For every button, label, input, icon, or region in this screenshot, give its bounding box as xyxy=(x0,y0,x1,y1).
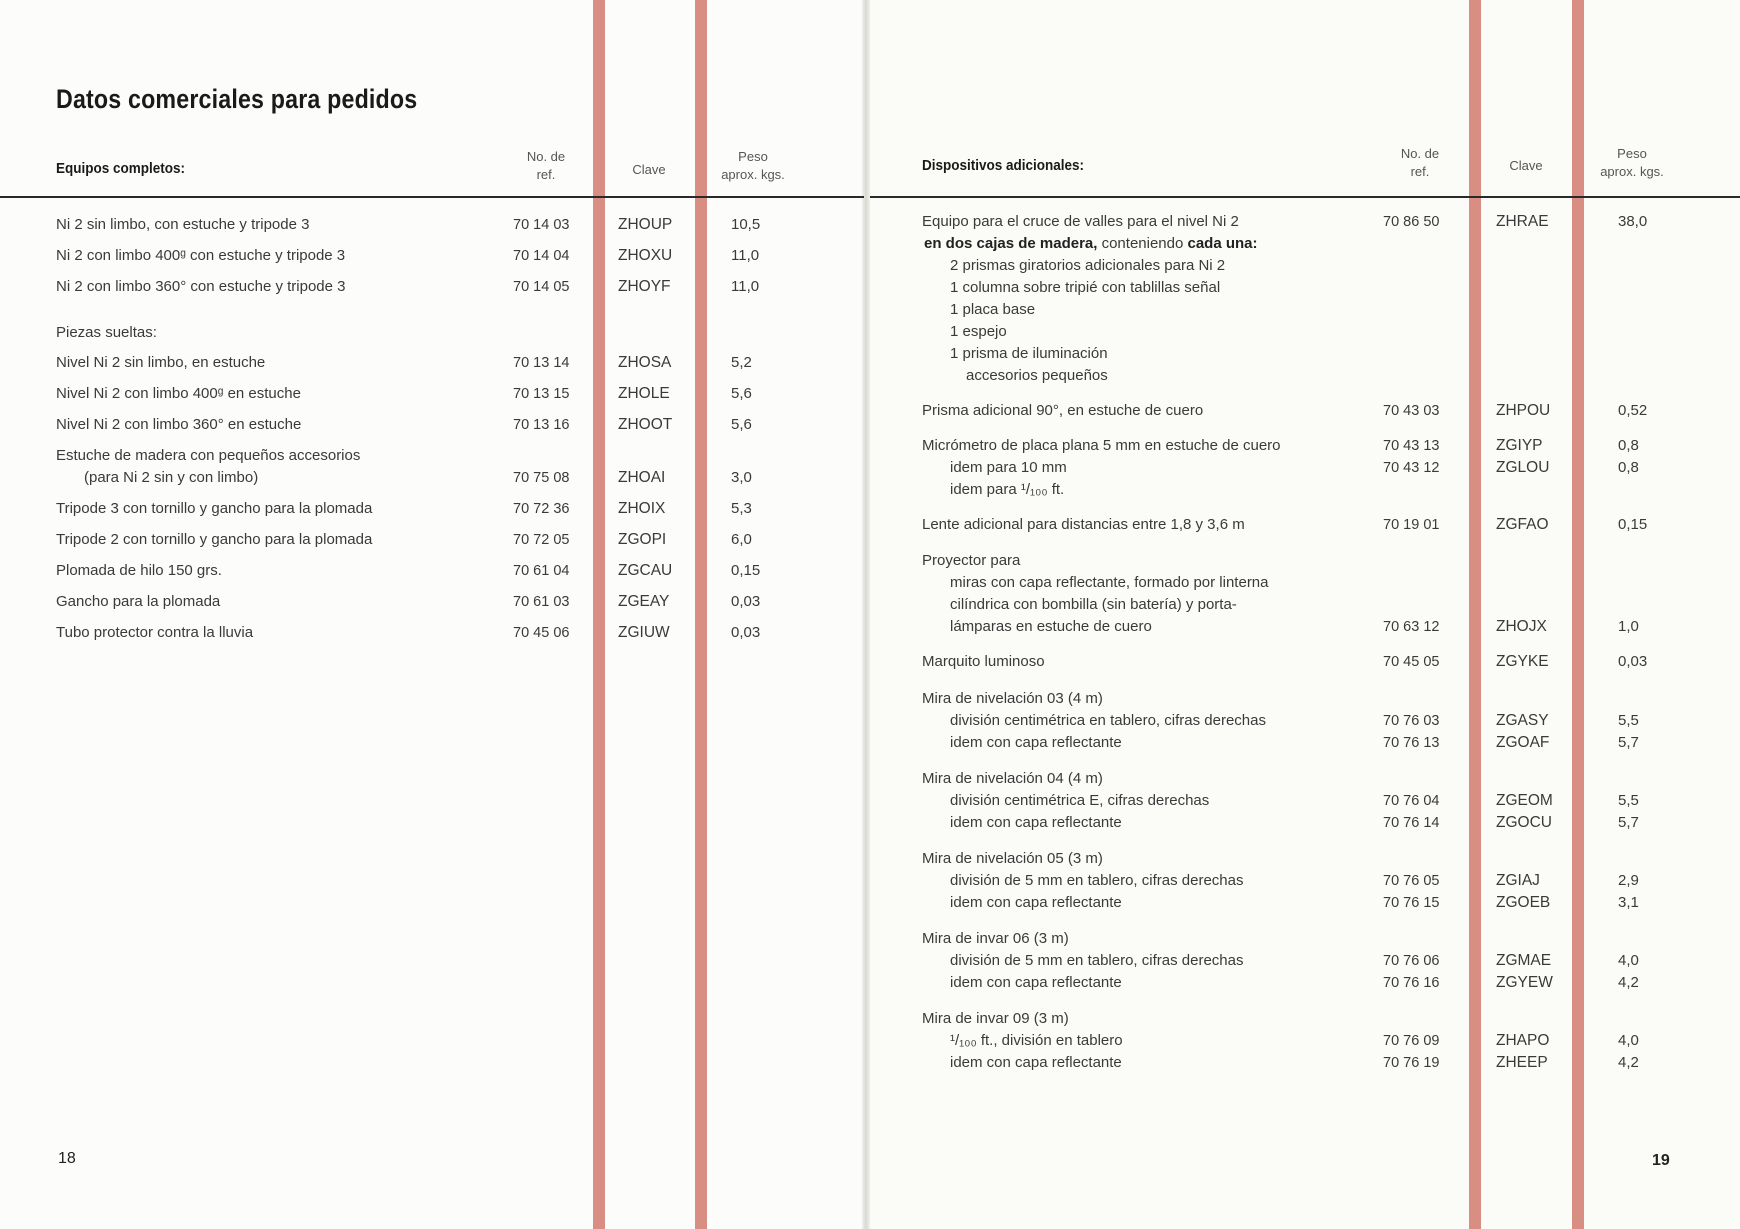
item-description: Estuche de madera con pequeños accesorios xyxy=(56,447,361,464)
item-code: ZHRAE xyxy=(1496,213,1549,230)
item-description: 1 columna sobre tripié con tablillas señal xyxy=(950,279,1221,296)
item-description: cilíndrica con bombilla (sin batería) y porta- xyxy=(950,596,1237,613)
item-code: ZHOXU xyxy=(618,247,673,264)
item-description: división centimétrica E, cifras derechas xyxy=(950,792,1210,809)
item-code: ZGMAE xyxy=(1496,952,1552,969)
page-number-left: 18 xyxy=(58,1150,76,1167)
ref-header-line1: No. de xyxy=(526,149,566,164)
item-weight: 38,0 xyxy=(1618,213,1648,230)
item-weight: 5,7 xyxy=(1618,734,1639,751)
item-description: idem con capa reflectante xyxy=(950,734,1122,751)
item-code: ZHOIX xyxy=(618,500,666,517)
item-description: idem con capa reflectante xyxy=(950,814,1122,831)
item-reference-number: 70 72 36 xyxy=(513,501,570,517)
item-reference-number: 70 86 50 xyxy=(1383,214,1440,230)
item-weight: 3,1 xyxy=(1618,894,1639,911)
item-weight: 0,03 xyxy=(1618,653,1648,670)
item-code: ZHOUP xyxy=(618,216,673,233)
item-weight: 5,3 xyxy=(731,500,752,517)
item-code: ZGFAO xyxy=(1496,516,1549,533)
item-description: Proyector para xyxy=(922,552,1021,569)
item-code: ZHOJX xyxy=(1496,618,1547,635)
ref-header-line2: ref. xyxy=(536,167,556,182)
item-weight: 11,0 xyxy=(731,278,760,295)
item-weight: 0,52 xyxy=(1618,402,1648,419)
item-reference-number: 70 76 16 xyxy=(1383,975,1440,991)
ref-header-line2-right: ref. xyxy=(1410,164,1430,179)
item-description: Gancho para la plomada xyxy=(56,593,221,610)
item-code: ZGIYP xyxy=(1496,437,1543,454)
item-description: Ni 2 con limbo 360° con estuche y tripode 3 xyxy=(56,278,346,295)
item-description: lámparas en estuche de cuero xyxy=(950,618,1152,635)
description-bold: en dos cajas de madera, xyxy=(924,235,1098,252)
peso-header-line1-right: Peso xyxy=(1617,146,1647,161)
item-weight: 11,0 xyxy=(731,247,760,264)
item-weight: 4,0 xyxy=(1618,952,1639,969)
item-description: (para Ni 2 sin y con limbo) xyxy=(84,469,259,486)
column-header-peso xyxy=(708,148,798,184)
item-description: división centimétrica en tablero, cifras derechas xyxy=(950,712,1266,729)
item-description: Tubo protector contra la lluvia xyxy=(56,624,254,641)
item-code: ZHEEP xyxy=(1496,1054,1548,1071)
item-code: ZHOAI xyxy=(618,469,666,486)
item-description: 1 placa base xyxy=(950,301,1036,318)
book-gutter xyxy=(862,0,870,1229)
item-code: ZGEAY xyxy=(618,593,670,610)
item-description: Mira de invar 09 (3 m) xyxy=(922,1010,1069,1027)
item-weight: 3,0 xyxy=(731,469,752,486)
item-weight: 0,8 xyxy=(1618,459,1639,476)
item-weight: 4,0 xyxy=(1618,1032,1639,1049)
item-description: miras con capa reflectante, formado por linterna xyxy=(950,574,1269,591)
item-weight: 2,9 xyxy=(1618,872,1639,889)
item-description: Nivel Ni 2 con limbo 400ᵍ en estuche xyxy=(56,385,301,402)
section-heading-dispositivos: Dispositivos adicionales: xyxy=(922,157,1085,174)
column-header-clave-right: Clave xyxy=(1509,158,1543,173)
item-reference-number: 70 13 15 xyxy=(513,386,570,402)
item-reference-number: 70 63 12 xyxy=(1383,619,1440,635)
item-weight: 6,0 xyxy=(731,531,752,548)
item-code: ZHOSA xyxy=(618,354,672,371)
item-weight: 0,8 xyxy=(1618,437,1639,454)
item-description: Prisma adicional 90°, en estuche de cuero xyxy=(922,402,1204,419)
item-reference-number: 70 75 08 xyxy=(513,470,570,486)
item-reference-number: 70 76 15 xyxy=(1383,895,1440,911)
left-stripe-peso xyxy=(695,0,707,1229)
item-description: Nivel Ni 2 sin limbo, en estuche xyxy=(56,354,266,371)
item-weight: 0,15 xyxy=(1618,516,1648,533)
item-description: Mira de nivelación 03 (4 m) xyxy=(922,690,1103,707)
item-weight: 4,2 xyxy=(1618,974,1639,991)
item-code: ZHOYF xyxy=(618,278,671,295)
item-code: ZHPOU xyxy=(1496,402,1551,419)
item-code: ZHAPO xyxy=(1496,1032,1550,1049)
item-description: Piezas sueltas: xyxy=(56,324,157,341)
item-weight: 5,6 xyxy=(731,416,752,433)
item-code: ZGYKE xyxy=(1496,653,1549,670)
item-description: accesorios pequeños xyxy=(966,367,1108,384)
item-reference-number: 70 61 03 xyxy=(513,594,570,610)
left-stripe-clave xyxy=(593,0,605,1229)
item-description: idem con capa reflectante xyxy=(950,894,1122,911)
item-reference-number: 70 13 16 xyxy=(513,417,570,433)
item-reference-number: 70 43 13 xyxy=(1383,438,1440,454)
item-code: ZHOLE xyxy=(618,385,670,402)
item-reference-number: 70 72 05 xyxy=(513,532,570,548)
item-weight: 0,15 xyxy=(731,562,761,579)
item-reference-number: 70 76 14 xyxy=(1383,815,1440,831)
item-description: Nivel Ni 2 con limbo 360° en estuche xyxy=(56,416,302,433)
item-description: Micrómetro de placa plana 5 mm en estuche de cuero xyxy=(922,437,1281,454)
column-header-clave: Clave xyxy=(632,162,666,177)
item-reference-number: 70 76 05 xyxy=(1383,873,1440,889)
page-title: Datos comerciales para pedidos xyxy=(56,84,418,114)
item-description: Mira de nivelación 05 (3 m) xyxy=(922,850,1103,867)
item-description: idem para ¹/₁₀₀ ft. xyxy=(950,481,1065,498)
item-reference-number: 70 76 04 xyxy=(1383,793,1440,809)
column-header-ref xyxy=(500,148,592,184)
item-code: ZGASY xyxy=(1496,712,1549,729)
item-reference-number: 70 76 06 xyxy=(1383,953,1440,969)
item-description: Mira de invar 06 (3 m) xyxy=(922,930,1069,947)
item-weight: 0,03 xyxy=(731,593,761,610)
left-page xyxy=(0,0,866,1229)
item-reference-number: 70 13 14 xyxy=(513,355,570,371)
item-code: ZGOCU xyxy=(1496,814,1552,831)
item-code: ZGYEW xyxy=(1496,974,1553,991)
item-description: Ni 2 con limbo 400ᵍ con estuche y tripode 3 xyxy=(56,247,346,264)
peso-header-line2-right: aprox. kgs. xyxy=(1600,164,1664,179)
item-description: Plomada de hilo 150 grs. xyxy=(56,562,222,579)
item-description: idem para 10 mm xyxy=(950,459,1067,476)
item-code: ZGOPI xyxy=(618,531,667,548)
item-reference-number: 70 76 09 xyxy=(1383,1033,1440,1049)
item-description: idem con capa reflectante xyxy=(950,974,1122,991)
item-weight: 5,2 xyxy=(731,354,752,371)
item-code: ZGIUW xyxy=(618,624,670,641)
peso-header-line2: aprox. kgs. xyxy=(721,167,785,182)
item-description: 2 prismas giratorios adicionales para Ni 2 xyxy=(950,257,1226,274)
item-reference-number: 70 45 06 xyxy=(513,625,570,641)
item-description: idem con capa reflectante xyxy=(950,1054,1122,1071)
item-description: Lente adicional para distancias entre 1,8 y 3,6 m xyxy=(922,516,1245,533)
item-code: ZGLOU xyxy=(1496,459,1550,476)
ref-header-line1-right: No. de xyxy=(1400,146,1440,161)
page-number-right: 19 xyxy=(1652,1152,1670,1169)
item-weight: 10,5 xyxy=(731,216,761,233)
item-code: ZGIAJ xyxy=(1496,872,1540,889)
left-header-rule xyxy=(0,196,864,198)
item-code: ZGOEB xyxy=(1496,894,1551,911)
item-reference-number: 70 14 05 xyxy=(513,279,570,295)
item-reference-number: 70 61 04 xyxy=(513,563,570,579)
description-text: conteniendo xyxy=(1097,235,1188,252)
item-weight: 5,5 xyxy=(1618,792,1639,809)
item-description: Tripode 3 con tornillo y gancho para la plomada xyxy=(56,500,373,517)
item-description: 1 prisma de iluminación xyxy=(950,345,1108,362)
item-reference-number: 70 43 12 xyxy=(1383,460,1440,476)
item-description: Mira de nivelación 04 (4 m) xyxy=(922,770,1103,787)
column-header-peso-right xyxy=(1584,145,1680,181)
item-weight: 4,2 xyxy=(1618,1054,1639,1071)
description-bold: cada una: xyxy=(1187,235,1258,252)
item-weight: 5,7 xyxy=(1618,814,1639,831)
item-code: ZGCAU xyxy=(618,562,673,579)
item-description: Marquito luminoso xyxy=(922,653,1045,670)
column-header-ref-right xyxy=(1374,145,1466,181)
item-reference-number: 70 76 13 xyxy=(1383,735,1440,751)
section-heading-equipos: Equipos completos: xyxy=(56,160,186,177)
item-reference-number: 70 45 05 xyxy=(1383,654,1440,670)
item-reference-number: 70 19 01 xyxy=(1383,517,1440,533)
item-reference-number: 70 76 19 xyxy=(1383,1055,1440,1071)
item-description: ¹/₁₀₀ ft., división en tablero xyxy=(950,1032,1123,1049)
item-description: Tripode 2 con tornillo y gancho para la plomada xyxy=(56,531,373,548)
right-header-rule xyxy=(870,196,1740,198)
item-description: 1 espejo xyxy=(950,323,1007,340)
item-description: Ni 2 sin limbo, con estuche y tripode 3 xyxy=(56,216,310,233)
item-weight: 1,0 xyxy=(1618,618,1639,635)
right-stripe-clave xyxy=(1469,0,1481,1229)
item-description xyxy=(924,233,1258,255)
item-description: Equipo para el cruce de valles para el nivel Ni 2 xyxy=(922,213,1239,230)
item-reference-number: 70 76 03 xyxy=(1383,713,1440,729)
item-weight: 5,6 xyxy=(731,385,752,402)
item-reference-number: 70 43 03 xyxy=(1383,403,1440,419)
item-reference-number: 70 14 04 xyxy=(513,248,570,264)
item-code: ZHOOT xyxy=(618,416,673,433)
item-description: división de 5 mm en tablero, cifras derechas xyxy=(950,952,1244,969)
item-weight: 0,03 xyxy=(731,624,761,641)
item-code: ZGEOM xyxy=(1496,792,1553,809)
item-description: división de 5 mm en tablero, cifras derechas xyxy=(950,872,1244,889)
item-weight: 5,5 xyxy=(1618,712,1639,729)
item-reference-number: 70 14 03 xyxy=(513,217,570,233)
peso-header-line1: Peso xyxy=(738,149,768,164)
item-code: ZGOAF xyxy=(1496,734,1550,751)
right-stripe-peso xyxy=(1572,0,1584,1229)
